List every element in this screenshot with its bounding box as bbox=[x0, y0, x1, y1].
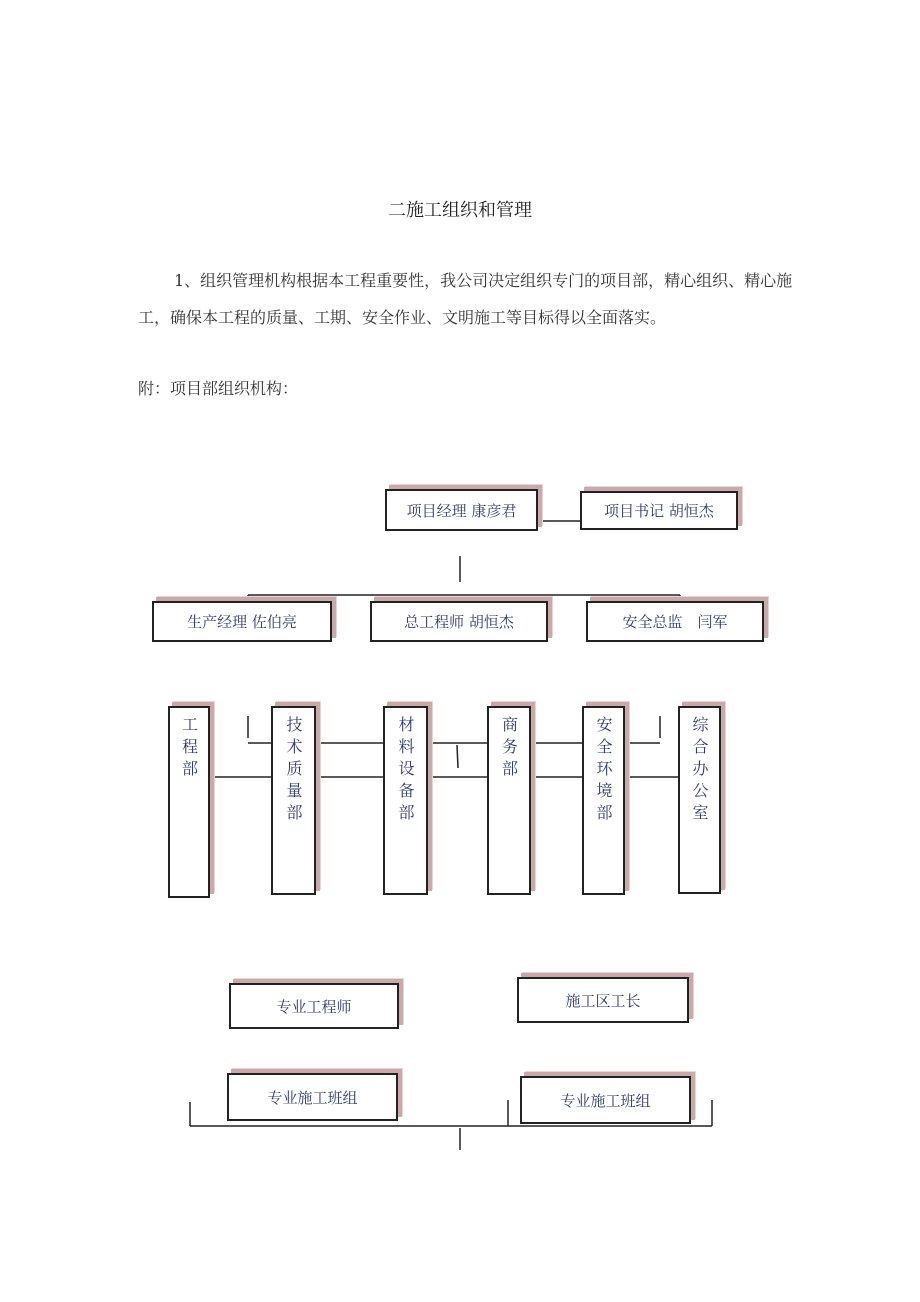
box-safety-director: 安全总监 闫军 bbox=[586, 601, 764, 642]
box-project-secretary: 项目书记 胡恒杰 bbox=[580, 491, 738, 530]
dept-materials-equipment: 材料设备部 bbox=[383, 706, 428, 895]
box-project-manager: 项目经理 康彦君 bbox=[385, 489, 538, 531]
dept-safety-environment: 安全环境部 bbox=[582, 706, 625, 895]
dept-engineering: 工程部 bbox=[168, 706, 210, 898]
dept-technical-quality: 技术质量部 bbox=[271, 706, 316, 895]
box-team-right: 专业施工班组 bbox=[520, 1076, 691, 1124]
dept-general-office: 综合办公室 bbox=[678, 706, 721, 894]
box-production-manager: 生产经理 佐伯亮 bbox=[152, 601, 332, 642]
box-site-foreman: 施工区工长 bbox=[517, 977, 689, 1023]
box-chief-engineer: 总工程师 胡恒杰 bbox=[370, 601, 548, 642]
box-team-left: 专业施工班组 bbox=[227, 1073, 398, 1121]
dept-commerce: 商务部 bbox=[487, 706, 531, 895]
org-note: 附：项目部组织机构： bbox=[138, 379, 299, 398]
page-title: 二施工组织和管理 bbox=[388, 200, 532, 221]
box-specialist-engineer: 专业工程师 bbox=[229, 983, 399, 1029]
intro-paragraph: 1、组织管理机构根据本工程重要性，我公司决定组织专门的项目部，精心组织、精心施工，确保本工程的质量、工期、安全作业、文明施工等目标得以全面落实。 bbox=[138, 271, 793, 327]
